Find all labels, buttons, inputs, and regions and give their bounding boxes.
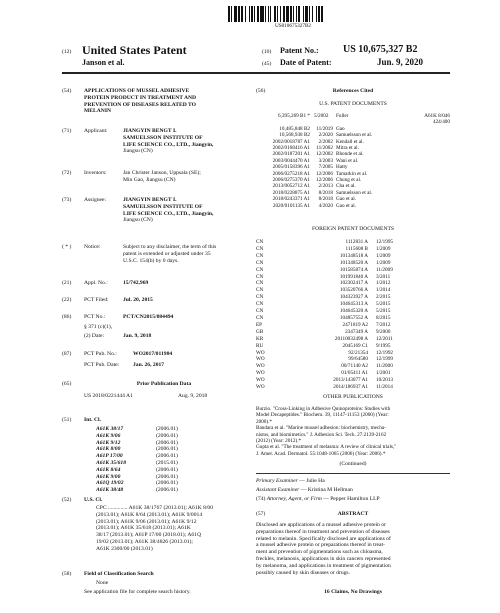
intcl-version: (2006.01) <box>156 487 178 494</box>
foreign-doc-row <box>256 308 450 315</box>
pct-filed-date: Jul. 20, 2015 <box>123 297 153 303</box>
foreign-doc-cell: EP <box>256 321 263 328</box>
abstract-lines-line: possibly caused by skin diseases or drugs. <box>256 569 350 576</box>
us-doc-cell: 2018/0243371 A1 <box>272 196 310 203</box>
foreign-doc-cell: WO <box>256 363 265 370</box>
us-doc-cell: 11/2019 <box>316 125 333 132</box>
us-doc-cell: 12/2006 <box>315 170 333 177</box>
intcl-row <box>96 460 178 467</box>
foreign-doc-cell: 9/2000 <box>376 328 391 335</box>
patent-no-code: (10) <box>262 49 272 55</box>
field-none: None <box>96 580 109 586</box>
foreign-doc-cell: 1/2009 <box>376 245 391 252</box>
other-lines-line: (2012) (Year: 2012).* <box>256 438 302 445</box>
s371-date: Jan. 9, 2018 <box>123 333 152 339</box>
foreign-docs-title: FOREIGN PATENT DOCUMENTS <box>311 226 395 232</box>
us-doc-cell: Samuelsson et al. <box>336 132 373 139</box>
intcl-class: A61K 38/17 <box>96 426 124 432</box>
uscl-lines-line: (2013.01); A61K 8/64 (2013.01); A61K 9/0014 <box>96 511 203 518</box>
uscl-lines-line: (2013.01); A61K 35/618 (2013.01); A61K <box>96 525 191 532</box>
foreign-doc-cell: 12/1999 <box>376 356 394 363</box>
foreign-doc-cell: 20110032498 A <box>334 335 368 342</box>
date-label: Date of Patent: <box>280 58 332 67</box>
us-doc-cell: 6,395,269 B1 * <box>278 113 310 119</box>
foreign-doc-row <box>256 350 450 357</box>
us-doc-cell: 2005/0158396 A1 <box>272 164 310 171</box>
foreign-doc-row <box>256 384 450 391</box>
other-lines-line: Gupta et al. "The treatment of melasma: A review of clinical trials," <box>256 444 397 451</box>
inventors-lines-line: Min Gao, Jiangsu (CN) <box>123 176 176 183</box>
us-doc-cell: 2002/0187201 A1 <box>272 151 310 158</box>
inventor-line: Janson et al. <box>82 58 125 67</box>
us-doc-cell: 2002/0168416 A1 <box>272 145 310 152</box>
foreign-doc-cell: WO <box>256 356 265 363</box>
patent-type-title: United States Patent <box>82 43 187 57</box>
foreign-doc-cell: 11/2014 <box>376 384 393 391</box>
foreign-documents-list <box>256 239 450 391</box>
abstract-lines-line: a mussel adhesive protein or preparations thereof in treat- <box>256 542 385 549</box>
foreign-doc-cell: 1/2014 <box>376 287 391 294</box>
foreign-doc-cell: RU <box>256 342 264 349</box>
us-doc-cell: Mitra et al. <box>336 145 359 152</box>
foreign-doc-row <box>256 274 450 281</box>
intcl-version: (2006.01) <box>156 432 178 439</box>
primary-examiner: Primary Examiner — Julie Ha <box>256 478 325 484</box>
foreign-doc-cell: 1115608 B <box>345 245 368 252</box>
intcl-class: A61K 8/64 <box>96 466 121 473</box>
pub-no-code: (87) <box>62 351 72 357</box>
pub-date-label: PCT Pub. Date: <box>84 362 120 368</box>
prior-pub: US 2018/0221444 A1 <box>84 393 133 399</box>
assignee-lines-line: JIANGYIN BENGT I. <box>123 197 177 203</box>
foreign-doc-cell: 1112831 A <box>345 239 368 245</box>
us-doc-cell: Tamarkin et al. <box>336 170 368 177</box>
notice-text <box>123 244 216 264</box>
intcl-class: A61K 35/618 <box>96 459 126 466</box>
us-documents-list <box>256 113 450 209</box>
intcl-class: A61P 17/00 <box>96 453 123 460</box>
prior-title: Prior Publication Data <box>136 381 192 387</box>
foreign-doc-row <box>256 280 450 287</box>
refs-title: References Cited <box>332 88 374 94</box>
uscl-lines-line: A61K 2300/00 (2013.01) <box>96 545 153 552</box>
foreign-doc-row <box>256 370 450 377</box>
foreign-doc-row <box>256 260 450 267</box>
intcl-row <box>96 467 178 474</box>
us-doc-cell: Fuller <box>336 113 349 119</box>
foreign-doc-row <box>256 336 450 343</box>
pub-no-label: PCT Pub. No.: <box>84 351 117 357</box>
us-doc-cell: 5/2002 <box>314 113 329 119</box>
foreign-doc-row <box>256 239 450 246</box>
us-doc-cell: 3/2003 <box>318 157 333 164</box>
foreign-doc-cell: 11/2009 <box>376 266 393 273</box>
pct-filed-code: (22) <box>62 297 72 303</box>
pub-number: WO2017/011984 <box>133 351 173 357</box>
abstract-lines-line: related to melanin. Specifically disclosed are applications of <box>256 535 391 542</box>
applicant-value <box>123 128 213 155</box>
us-doc-cell: 10,485,848 B2 <box>279 125 310 132</box>
assignee-lines-line: SAMUELSSON INSTITUTE OF <box>123 203 203 210</box>
foreign-doc-cell: 1/2001 <box>376 370 391 377</box>
us-doc-cell: Samuelsson et al. <box>336 189 373 196</box>
uscl-lines-line: CPC .............. A61K 38/1767 (2013.01); A61K 8/00 <box>96 505 214 511</box>
foreign-doc-cell: 00/71140 A2 <box>341 363 368 370</box>
notice-lines-line: Subject to any disclaimer, the term of this <box>123 244 217 250</box>
us-doc-cell: 8/2018 <box>318 196 333 203</box>
prior-code: (65) <box>62 381 72 387</box>
header-left-code: (12) <box>62 49 72 55</box>
foreign-doc-cell: 104857552 A <box>339 314 368 321</box>
applicant-lines-line: JIANGYIN BENGT I. <box>123 128 177 134</box>
foreign-doc-cell: 11/2000 <box>376 363 393 370</box>
foreign-doc-cell: KR <box>256 335 264 342</box>
us-doc-row <box>256 203 450 209</box>
foreign-doc-row <box>256 246 450 253</box>
foreign-doc-cell: CN <box>256 314 264 321</box>
foreign-doc-row <box>256 356 450 363</box>
intcl-list <box>96 426 178 494</box>
s371-date-label: (2) Date: <box>84 333 105 339</box>
intcl-version: (2006.01) <box>156 473 178 480</box>
abstract-lines-line: by melanoma, and applications in treatment of pigmentation <box>256 562 391 569</box>
barcode-number: US010675327B2 <box>274 23 312 29</box>
invention-title <box>84 88 196 115</box>
foreign-doc-cell: CN <box>256 259 264 266</box>
foreign-doc-cell: 5/2015 <box>376 301 391 308</box>
other-lines-line: Bandara et al. "Marine mussel adhesion: biochemistry, mecha- <box>256 425 386 432</box>
us-doc-cell: 2018/0228875 A1 <box>272 189 310 196</box>
foreign-doc-cell: WO <box>256 384 265 391</box>
primary-examiner-name: Julie Ha <box>306 478 325 484</box>
pub-date: Jan. 26, 2017 <box>133 362 165 368</box>
other-pubs-list <box>256 406 450 457</box>
assignee-label: Assignee: <box>84 197 107 203</box>
continued-note: (Continued) <box>339 461 367 467</box>
foreign-doc-row <box>256 343 450 350</box>
foreign-doc-cell: 5/2015 <box>376 308 391 315</box>
foreign-doc-cell: CN <box>256 287 264 294</box>
us-doc-cell: 11/2002 <box>316 145 333 152</box>
assignee-code: (73) <box>62 197 72 203</box>
appl-code: (21) <box>62 280 72 286</box>
foreign-doc-cell: 12/1995 <box>376 239 394 245</box>
foreign-doc-cell: 104323927 A <box>339 294 368 301</box>
foreign-doc-cell: 2013/143077 A1 <box>333 377 368 384</box>
other-lines-line: 2000).* <box>256 418 272 425</box>
assistant-examiner: Assistant Examiner — Kristina M Hellman <box>256 487 353 493</box>
examiner-rule <box>256 473 450 474</box>
abstract-lines-line: freckles, melanosis, applications in skin cancers represented <box>256 555 391 562</box>
abstract-lines-line: ment and prevention of pigmentations such as chloasma, <box>256 549 383 556</box>
foreign-doc-cell: 101348518 A <box>339 252 368 259</box>
foreign-doc-cell: GB <box>256 328 264 335</box>
foreign-doc-cell: 99/64580 <box>348 356 368 363</box>
field-code: (58) <box>62 571 72 577</box>
foreign-doc-row <box>256 253 450 260</box>
header-rule <box>62 72 450 74</box>
foreign-doc-cell: 92/21354 <box>348 349 368 356</box>
other-lines-line: nisms, and biomimetics." J. Adhesion Sci. Tech. 27:2139-2162 <box>256 431 387 438</box>
us-doc-cell: 10,568,938 B2 <box>279 132 310 139</box>
foreign-doc-cell: 8/2015 <box>376 314 391 321</box>
foreign-doc-cell: 9/1995 <box>376 342 391 349</box>
inventors-label: Inventors: <box>84 170 107 176</box>
s371-label: § 371 (c)(1), <box>84 324 113 330</box>
patent-date: Jun. 9, 2020 <box>377 57 424 67</box>
us-doc-cell: Gao <box>336 125 345 132</box>
us-doc-cell: 12/2006 <box>315 177 333 184</box>
foreign-doc-cell: CN <box>256 252 264 259</box>
intcl-class: A61K 9/06 <box>96 432 121 439</box>
uscl-title: U.S. Cl. <box>84 497 103 503</box>
us-doc-cell: 2/2002 <box>318 138 333 145</box>
other-pubs-title: OTHER PUBLICATIONS <box>323 394 383 400</box>
foreign-doc-cell: 1/2009 <box>376 259 391 266</box>
foreign-doc-cell: 2/2015 <box>376 294 391 301</box>
foreign-doc-cell: 103520766 A <box>339 287 368 294</box>
inventors-code: (72) <box>62 170 72 176</box>
us-doc-cell: 2002/0018787 A1 <box>272 138 310 145</box>
us-doc-cell: 4/2020 <box>318 202 333 209</box>
uscl-lines-line: 38/17 (2013.01); A61P 17/00 (2018.01); A61Q <box>96 532 201 539</box>
foreign-doc-cell: CN <box>256 308 264 315</box>
foreign-doc-row <box>256 315 450 322</box>
foreign-doc-cell: 01/05411 A1 <box>341 370 368 377</box>
intcl-version: (2006.01) <box>156 453 178 460</box>
foreign-doc-cell: 102302417 A <box>339 280 368 287</box>
foreign-doc-cell: 2045169 C1 <box>342 342 368 349</box>
foreign-doc-row <box>256 377 450 384</box>
intcl-class: A61K 8/00 <box>96 446 121 453</box>
us-doc-cell: 8/2018 <box>318 189 333 196</box>
uscl-code: (52) <box>62 497 72 503</box>
intcl-version: (2006.01) <box>156 466 178 473</box>
intcl-class: A61K 38/48 <box>96 487 124 494</box>
foreign-doc-cell: 2347349 A <box>345 328 368 335</box>
notice-lines-line: patent is extended or adjusted under 35 <box>123 250 211 257</box>
intcl-version: (2006.01) <box>156 439 178 446</box>
notice-label: Notice: <box>84 244 101 250</box>
foreign-doc-cell: 7/2012 <box>376 321 391 328</box>
us-doc-cell: Chung et al. <box>336 177 362 184</box>
foreign-doc-cell: 2014/186937 A1 <box>333 384 368 391</box>
appl-number: 15/742,969 <box>123 280 149 286</box>
pct-number: PCT/CN2015/084494 <box>123 314 174 320</box>
foreign-doc-cell: WO <box>256 370 265 377</box>
prior-date: Aug. 9, 2018 <box>178 393 208 399</box>
foreign-doc-cell: CN <box>256 301 264 308</box>
abstract-text <box>256 522 450 576</box>
intcl-title: Int. Cl. <box>84 417 101 423</box>
applicant-lines-line: SAMUELSSON INSTITUTE OF <box>123 134 203 141</box>
intcl-class: A61K 9/00 <box>96 473 121 480</box>
notice-lines-line: U.S.C. 154(b) by 0 days. <box>123 257 179 264</box>
patent-number: US 10,675,327 B2 <box>343 44 418 55</box>
foreign-doc-row <box>256 267 450 274</box>
foreign-doc-cell: 101348520 A <box>339 259 368 266</box>
intcl-version: (2015.01) <box>156 459 178 466</box>
foreign-doc-cell: 1/2009 <box>376 252 391 259</box>
attorney-line: (74) Attorney, Agent, or Firm — Pepper Hamilton LLP <box>256 496 380 502</box>
patent-no-label: Patent No.: <box>280 46 319 55</box>
foreign-doc-cell: 104645320 A <box>339 308 368 315</box>
assistant-examiner-name: Kristina M Hellman <box>307 487 353 493</box>
foreign-doc-cell: 10/2013 <box>376 377 394 384</box>
attorney-label: Attorney, Agent, or Firm <box>266 496 322 502</box>
intcl-version: (2006.01) <box>156 446 178 453</box>
other-lines-line: J. Amer. Acad. Dermatol. 55:1048-1065 (2006) (Year: 2006).* <box>256 450 386 457</box>
foreign-doc-cell: CN <box>256 245 264 252</box>
us-doc-cell: 2013/0052712 A1 <box>272 183 310 190</box>
us-doc-cell: 2006/0275370 A1 <box>272 177 310 184</box>
primary-examiner-label: Primary Examiner <box>256 478 298 484</box>
field-title: Field of Classification Search <box>84 571 154 577</box>
other-lines-line: Model Decapeptides." Biochem. 39, 11147-11153 (2000) (Year: <box>256 412 389 419</box>
foreign-doc-cell: CN <box>256 266 264 273</box>
us-doc-cell: Cha et al. <box>336 183 356 190</box>
field-note: See application file for complete search history. <box>84 589 191 595</box>
uscl-lines-line: (2013.01); A61K 9/06 (2013.01); A61K 9/12 <box>96 518 197 525</box>
foreign-doc-row <box>256 363 450 370</box>
title-code: (54) <box>62 88 72 94</box>
us-doc-cell: 2006/0275218 A1 <box>272 170 310 177</box>
us-doc-cell: 12/2002 <box>315 151 333 158</box>
applicant-lines-line: Jiangsu (CN) <box>123 148 153 155</box>
assistant-examiner-label: Assistant Examiner <box>256 487 300 493</box>
uscl-lines-line: 19/02 (2013.01); A61K 38/4826 (2013.01); <box>96 538 193 545</box>
pct-no-label: PCT No.: <box>84 314 106 320</box>
us-doc-cell: Hatty <box>336 164 348 171</box>
foreign-doc-row <box>256 287 450 294</box>
foreign-doc-row <box>256 294 450 301</box>
notice-code: ( * ) <box>62 244 72 250</box>
inventors-value <box>123 170 201 184</box>
abstract-code: (57) <box>256 511 266 517</box>
pct-filed-label: PCT Filed: <box>84 297 109 303</box>
foreign-doc-cell: 12/1992 <box>376 349 394 356</box>
foreign-doc-cell: WO <box>256 349 265 356</box>
us-doc-cell: 2003/0044470 A1 <box>272 157 310 164</box>
other-lines-line: Burzio. "Cross-Linking in Adhesive Quinoproteins: Studies with <box>256 406 391 412</box>
us-doc-cell: 2/2020 <box>318 132 333 139</box>
us-doc-subclass: 424/400 <box>432 119 450 126</box>
us-doc-cell: Kendall et al. <box>336 138 364 145</box>
foreign-doc-cell: CN <box>256 280 264 287</box>
us-docs-title: U.S. PATENT DOCUMENTS <box>319 101 387 107</box>
intcl-class: A61Q 19/02 <box>96 480 124 487</box>
uscl-text <box>96 505 213 553</box>
applicant-lines-line: LIFE SCIENCE CO., LTD., Jiangyin, <box>123 141 214 148</box>
abstract-lines-line: preparations thereof in treatment and prevention of diseases <box>256 528 390 535</box>
assignee-lines-line: LIFE SCIENCE CO., LTD., Jiangyin, <box>123 210 214 217</box>
foreign-doc-row <box>256 301 450 308</box>
us-doc-cell: Gao et al. <box>336 202 357 209</box>
intcl-code: (51) <box>62 417 72 423</box>
attorney-name: Pepper Hamilton LLP <box>330 496 380 502</box>
applicant-code: (71) <box>62 128 72 134</box>
foreign-doc-cell: CN <box>256 239 264 245</box>
claims-line: 16 Claims, No Drawings <box>324 589 382 595</box>
foreign-doc-row <box>256 329 450 336</box>
abstract-title: ABSTRACT <box>337 511 369 517</box>
foreign-doc-cell: 1/2012 <box>376 280 391 287</box>
foreign-doc-row <box>256 322 450 329</box>
intcl-version: (2006.01) <box>156 426 178 432</box>
barcode <box>228 6 358 22</box>
foreign-doc-cell: WO <box>256 377 265 384</box>
us-doc-cell: A61K 8/046 <box>424 113 450 119</box>
foreign-doc-cell: 101991840 A <box>339 273 368 280</box>
appl-label: Appl. No.: <box>84 280 108 286</box>
foreign-doc-cell: 3/2011 <box>376 273 391 280</box>
foreign-doc-cell: CN <box>256 294 264 301</box>
us-doc-cell: 2020/0101135 A1 <box>272 202 310 209</box>
title-lines-line: APPLICATIONS OF MUSSEL ADHESIVE <box>84 88 190 94</box>
title-lines-line: MELANIN <box>84 108 112 115</box>
us-doc-cell: 7/2005 <box>318 164 333 171</box>
foreign-doc-cell: 2471819 A2 <box>342 321 368 328</box>
foreign-doc-cell: 12/2011 <box>376 335 393 342</box>
foreign-doc-cell: 101585874 A <box>339 266 368 273</box>
intcl-row <box>96 433 178 440</box>
attorney-code: (74) <box>256 496 266 502</box>
us-doc-cell: 2/2013 <box>318 183 333 190</box>
date-code: (45) <box>262 61 272 67</box>
foreign-doc-cell: CN <box>256 273 264 280</box>
title-lines-line: PROTEIN PRODUCT IN TREATMENT AND <box>84 94 197 101</box>
refs-code: (56) <box>256 88 266 94</box>
assignee-lines-line: Jiangsu (CN) <box>123 217 153 224</box>
us-doc-cell: Gao et al. <box>336 196 357 203</box>
us-doc-cell: Bhonde et al. <box>336 151 364 158</box>
intcl-row <box>96 487 178 494</box>
intcl-class: A61K 9/12 <box>96 439 121 446</box>
foreign-doc-cell: 104645313 A <box>339 301 368 308</box>
intcl-version: (2006.01) <box>156 480 178 487</box>
title-lines-line: PREVENTION OF DISEASES RELATED TO <box>84 101 197 108</box>
inventors-lines-line: Jan Christer Janson, Uppsala (SE); <box>123 170 201 176</box>
intcl-row <box>96 426 178 433</box>
intcl-row <box>96 453 178 460</box>
assignee-value <box>123 197 213 224</box>
abstract-lines-line: Disclosed are applications of a mussel adhesive protein or <box>256 522 386 528</box>
us-doc-cell: Wani et al. <box>336 157 359 164</box>
pct-no-code: (86) <box>62 314 72 320</box>
applicant-label: Applicant: <box>84 128 108 134</box>
